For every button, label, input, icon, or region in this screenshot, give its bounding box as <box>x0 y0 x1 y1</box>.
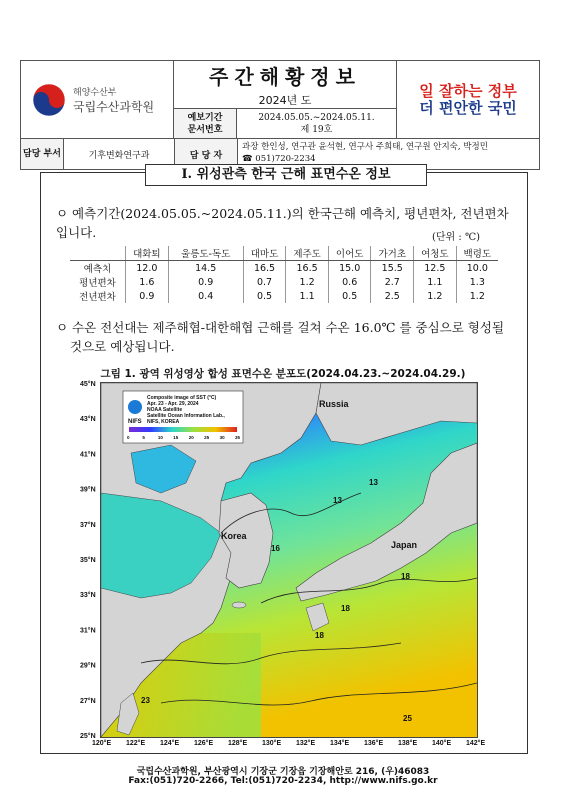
lon-tick-label: 128°E <box>228 740 248 747</box>
table-col-header: 이어도 <box>328 246 371 261</box>
table-col-header: 가거초 <box>371 246 414 261</box>
lat-tick-label: 45°N <box>80 381 96 388</box>
legend-line3: NOAA Satellite <box>147 407 183 413</box>
contour-label: 16 <box>271 544 280 553</box>
legend-scale-label: 15 <box>173 435 179 440</box>
table-cell: 1.2 <box>286 275 329 289</box>
contour-label: 18 <box>315 631 324 640</box>
table-row-label: 예측치 <box>83 264 112 275</box>
section-title: I. 위성관측 한국 근해 표면수온 정보 <box>145 164 427 186</box>
lat-tick-label: 31°N <box>80 627 96 635</box>
dept-value: 기후변화연구과 <box>64 139 175 169</box>
forecast-table <box>70 246 498 303</box>
slogan-line1: 일 잘하는 정부 <box>419 81 517 100</box>
lat-tick-label: 33°N <box>80 592 96 600</box>
table-cell: 15.5 <box>371 261 414 276</box>
period-doc-labels <box>174 109 237 139</box>
period-value: 2024.05.05.~2024.05.11. <box>258 112 375 123</box>
taegeuk-logo-icon <box>31 82 67 118</box>
lon-tick-label: 142°E <box>466 740 486 747</box>
lat-tick-label: 39°N <box>80 486 96 494</box>
lon-tick-label: 136°E <box>364 740 384 747</box>
table-cell: 10.0 <box>456 261 498 276</box>
front-forecast-line1: ㅇ 수온 전선대는 제주해협-대한해협 근해를 걸쳐 수온 16.0℃ 를 중심으로 형성될 <box>56 320 505 335</box>
lon-tick-label: 130°E <box>262 740 282 747</box>
title-cell <box>174 61 397 109</box>
lon-tick-label: 124°E <box>160 740 180 747</box>
org-logo-cell <box>21 61 174 139</box>
doc-number-value: 제 19호 <box>300 124 333 135</box>
legend-scale-label: 10 <box>157 435 163 440</box>
table-cell: 0.9 <box>168 275 243 289</box>
table-body <box>70 261 498 304</box>
doc-title: 주간해황정보 <box>209 65 361 89</box>
table-row <box>70 289 498 303</box>
slogan-line2: 더 편안한 국민 <box>419 98 517 117</box>
front-forecast-text <box>56 318 526 356</box>
label-russia: Russia <box>319 399 349 409</box>
legend-line2: Apr. 23 - Apr. 29, 2024 <box>147 401 199 407</box>
table-cell: 1.3 <box>456 275 498 289</box>
table-cell: 1.2 <box>456 289 498 303</box>
legend-scale-label: 25 <box>204 435 210 440</box>
longitude-ticks <box>92 739 485 747</box>
legend-scale-label: 30 <box>219 435 225 440</box>
table-row <box>70 275 498 289</box>
table-row-label: 전년편차 <box>79 292 116 303</box>
table-header-row <box>70 246 498 261</box>
table-corner <box>70 246 126 261</box>
table-cell: 15.0 <box>328 261 371 276</box>
table-cell: 0.7 <box>243 275 286 289</box>
table-cell: 16.5 <box>243 261 286 276</box>
phone-value: ☎ 051)720-2234 <box>242 154 316 164</box>
doc-year: 2024년 도 <box>258 94 312 107</box>
label-japan: Japan <box>391 540 418 550</box>
lon-tick-label: 126°E <box>194 740 214 747</box>
legend-logo: NIFS <box>128 419 142 425</box>
legend-line4: Satellite Ocean Information Lab., <box>147 413 225 419</box>
period-label: 예보기간 <box>187 112 223 123</box>
forecast-intro-text: ㅇ 예측기간(2024.05.05.~2024.05.11.)의 한국근해 예측치, 평년편차, 전년편차입니다. <box>56 206 509 240</box>
footer-line1: 국립수산과학원, 부산광역시 기장군 기장읍 기장해안로 216, (우)46083 <box>136 767 430 777</box>
table-cell: 0.5 <box>328 289 371 303</box>
legend-scale-label: 5 <box>142 435 145 440</box>
table-cell: 1.2 <box>414 289 457 303</box>
table-row-label: 평년편차 <box>79 278 116 289</box>
lat-tick-label: 27°N <box>80 697 96 705</box>
lat-tick-label: 41°N <box>80 451 96 459</box>
legend-line1: Composite image of SST (°C) <box>147 395 217 401</box>
org-sub-label: 해양수산부 <box>73 87 117 98</box>
forecast-table-wrap <box>70 246 498 303</box>
slogan-cell <box>397 61 540 139</box>
legend-line5: NIFS, KOREA <box>147 419 180 425</box>
table-cell: 12.5 <box>414 261 457 276</box>
table-cell: 16.5 <box>286 261 329 276</box>
table-cell: 0.9 <box>126 289 169 303</box>
front-forecast-line2: 것으로 예상됩니다. <box>70 339 175 354</box>
table-cell: 1.6 <box>126 275 169 289</box>
table-cell: 2.5 <box>371 289 414 303</box>
table-cell: 1.1 <box>286 289 329 303</box>
person-label: 담 당 자 <box>175 139 238 169</box>
lat-tick-label: 37°N <box>80 521 96 529</box>
legend-scale-label: 35 <box>235 435 241 440</box>
map-axes <box>80 376 490 748</box>
contour-label: 18 <box>341 604 350 613</box>
lon-tick-label: 122°E <box>126 740 146 747</box>
table-cell: 0.6 <box>328 275 371 289</box>
label-korea: Korea <box>221 531 247 541</box>
table-cell: 2.7 <box>371 275 414 289</box>
lat-tick-label: 43°N <box>80 416 96 424</box>
doc-number-label: 문서번호 <box>187 124 223 135</box>
table-cell: 1.1 <box>414 275 457 289</box>
contour-label: 18 <box>401 572 410 581</box>
legend-scale-label: 20 <box>188 435 194 440</box>
table-cell: 0.4 <box>168 289 243 303</box>
person-value: 과장 한인성, 연구관 윤석현, 연구사 주희태, 연구원 안지숙, 박정민 <box>242 142 488 152</box>
figure-caption: 그림 1. 광역 위성영상 합성 표면수온 분포도(2024.04.23.~2024.04.29.) <box>100 368 466 380</box>
table-col-header: 제주도 <box>286 246 329 261</box>
dept-label: 담당 부서 <box>21 139 64 169</box>
lat-tick-label: 25°N <box>80 733 96 740</box>
header-table <box>20 60 540 170</box>
lon-tick-label: 138°E <box>398 740 418 747</box>
contour-label: 23 <box>141 696 150 705</box>
legend-scale-label: 0 <box>127 435 130 440</box>
lon-tick-label: 120°E <box>92 740 112 747</box>
document-header <box>20 60 540 162</box>
table-col-header: 백령도 <box>456 246 498 261</box>
lon-tick-label: 140°E <box>432 740 452 747</box>
contour-label: 13 <box>369 478 378 487</box>
table-col-header: 대화퇴 <box>126 246 169 261</box>
table-col-header: 여청도 <box>414 246 457 261</box>
lat-tick-label: 29°N <box>80 662 96 670</box>
table-row <box>70 261 498 276</box>
latitude-ticks <box>80 380 96 740</box>
contour-label: 25 <box>403 714 412 723</box>
contour-label: 13 <box>333 496 342 505</box>
lat-tick-label: 35°N <box>80 557 96 564</box>
unit-label: (단위 : ℃) <box>432 232 481 243</box>
table-cell: 0.5 <box>243 289 286 303</box>
period-doc-values <box>237 109 397 139</box>
org-main-label: 국립수산과학원 <box>73 99 155 114</box>
table-col-header: 울릉도-독도 <box>168 246 243 261</box>
table-cell: 12.0 <box>126 261 169 276</box>
table-col-header: 대마도 <box>243 246 286 261</box>
footer-line2: Fax:(051)720-2266, Tel:(051)720-2234, http://www.nifs.go.kr <box>128 776 438 786</box>
lon-tick-label: 134°E <box>330 740 350 747</box>
lon-tick-label: 132°E <box>296 740 316 747</box>
table-cell: 14.5 <box>168 261 243 276</box>
